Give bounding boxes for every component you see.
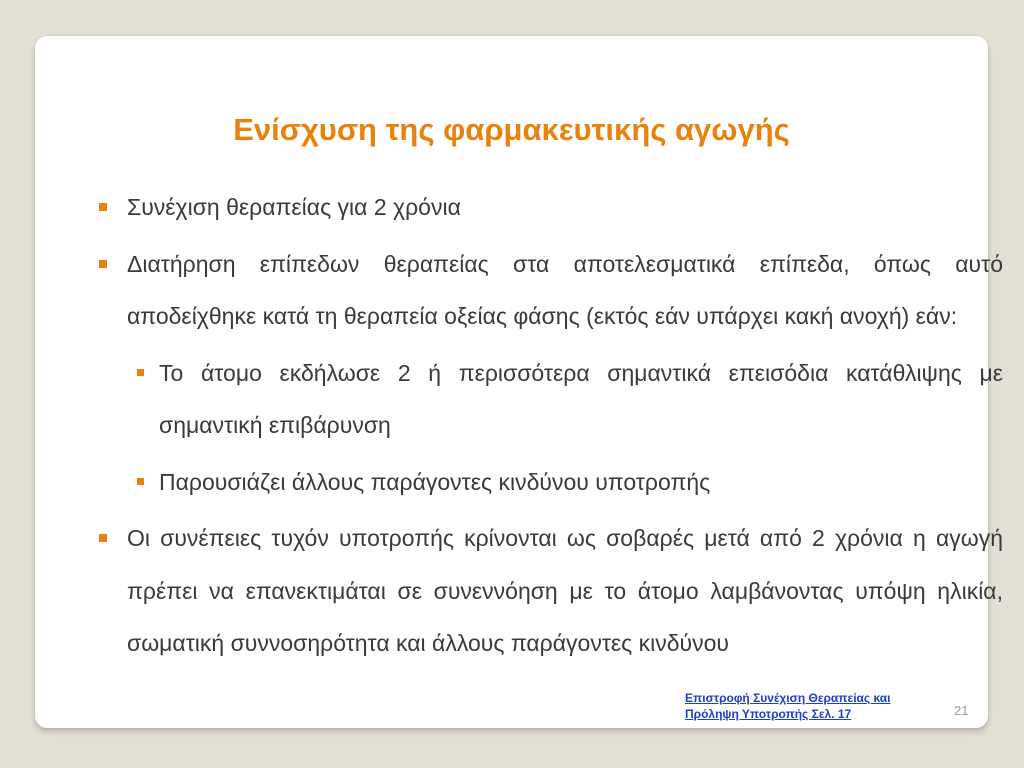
list-item: [93, 512, 1003, 670]
sub-list-item-text: Παρουσιάζει άλλους παράγοντες κινδύνου υποτροπής: [159, 468, 711, 495]
list-item-text: Συνέχιση θεραπείας για 2 χρόνια: [127, 194, 461, 220]
sub-list-item-text: Το άτομο εκδήλωσε 2 ή περισσότερα σημαντικά επεισόδια κατάθλιψης με σημαντική επιβάρυνση: [159, 359, 1003, 438]
list-item: [93, 238, 1003, 343]
list-item: [93, 181, 1003, 234]
square-bullet-icon: [137, 369, 144, 376]
sub-list-item: [93, 456, 1003, 509]
slide-title: Ενίσχυση της φαρμακευτικής αγωγής: [233, 112, 790, 147]
square-bullet-icon: [99, 260, 107, 268]
square-bullet-icon: [99, 203, 107, 211]
list-item-text: Οι συνέπειες τυχόν υποτροπής κρίνονται ως σοβαρές μετά από 2 χρόνια η αγωγή πρέπει να επανεκτιμάται σε συνεννόηση με το άτομο λαμβάνοντας υπόψη ηλικία, σωματική συννοσηρότητα και άλλους παράγοντες κινδύνου: [127, 525, 1003, 656]
bullet-list: [93, 181, 1003, 670]
slide: [35, 36, 1003, 728]
footer-link-line1: Επιστροφή Συνέχιση Θεραπείας και: [685, 691, 891, 705]
back-to-section-link[interactable]: [685, 690, 940, 722]
footer-link-line2: Πρόληψη Υποτροπής Σελ. 17: [685, 707, 852, 721]
list-item-text: Διατήρηση επίπεδων θεραπείας στα αποτελεσματικά επίπεδα, όπως αυτό αποδείχθηκε κατά τη θεραπεία οξείας φάσης (εκτός εάν υπάρχει κακή ανοχή) εάν:: [127, 250, 1003, 329]
square-bullet-icon: [99, 534, 107, 542]
sub-list-item: [93, 347, 1003, 452]
square-bullet-icon: [137, 478, 144, 485]
page-number: 21: [954, 703, 969, 718]
